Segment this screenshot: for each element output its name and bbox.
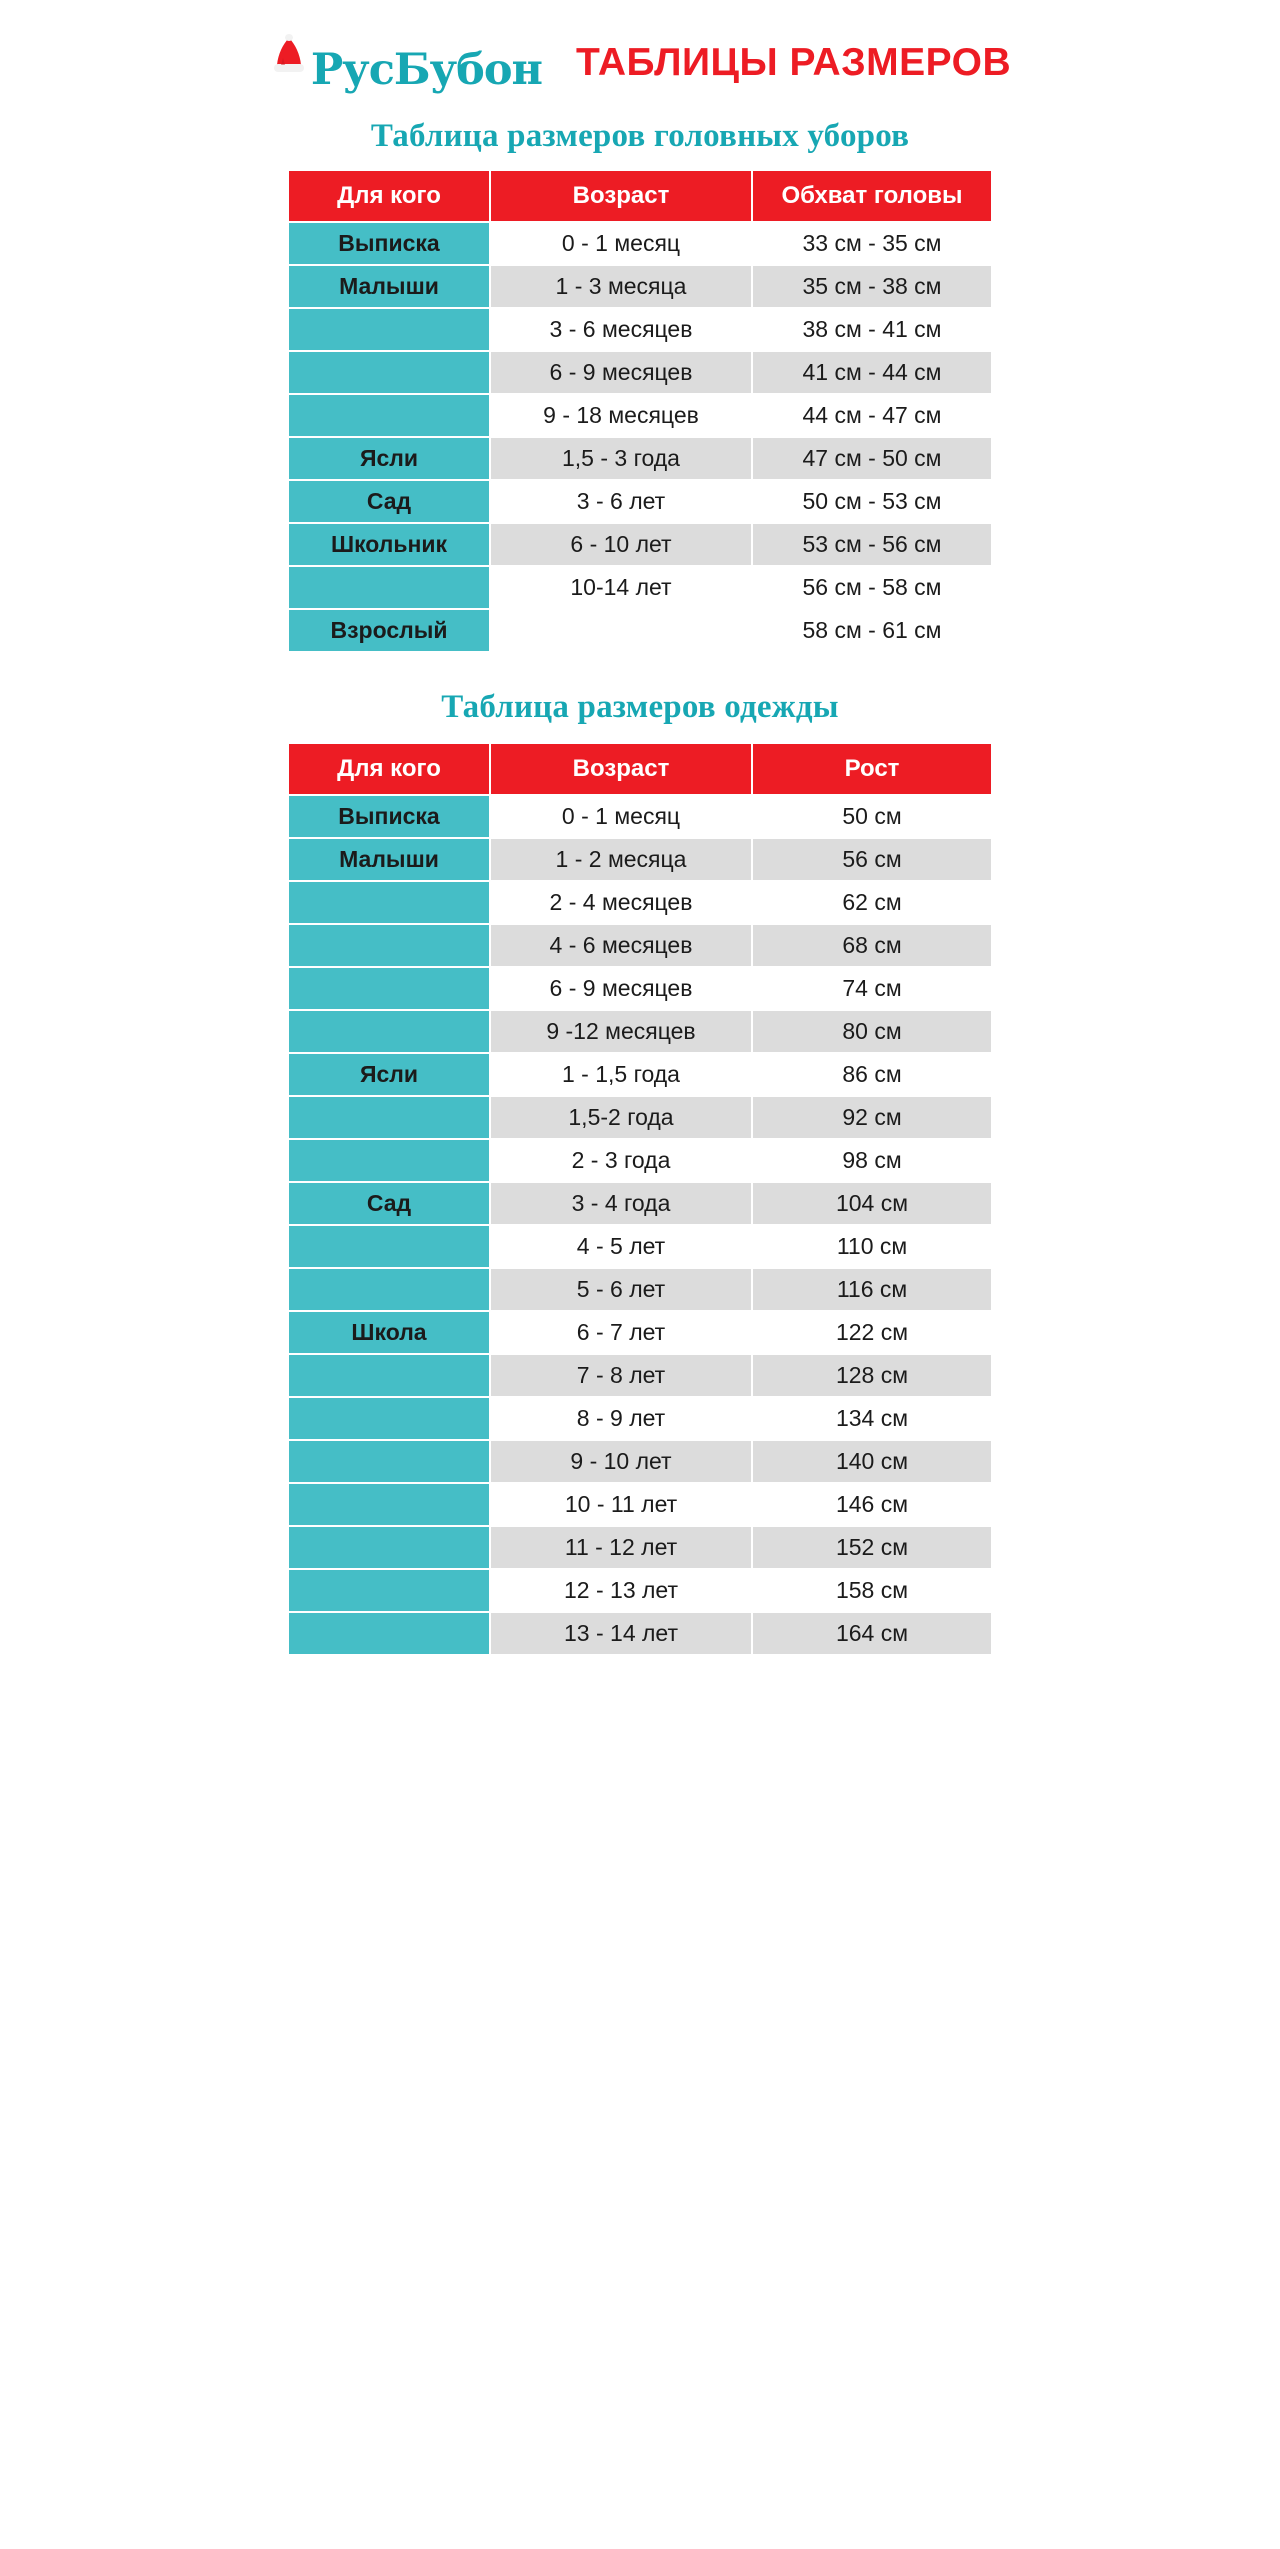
hats-row-value: 33 см - 35 см bbox=[752, 222, 992, 265]
clothes-row-who bbox=[288, 1440, 490, 1483]
clothes-row-value: 128 см bbox=[752, 1354, 992, 1397]
clothes-row-who bbox=[288, 967, 490, 1010]
hats-row-value: 58 см - 61 см bbox=[752, 609, 992, 652]
logo-text-bubon: Бубон bbox=[393, 45, 542, 95]
clothes-row-who bbox=[288, 1483, 490, 1526]
clothes-row-age: 10 - 11 лет bbox=[490, 1483, 752, 1526]
hats-row-who bbox=[288, 566, 490, 609]
clothes-row-age: 4 - 6 месяцев bbox=[490, 924, 752, 967]
clothes-row-age: 13 - 14 лет bbox=[490, 1612, 752, 1655]
clothes-row-who: Школа bbox=[288, 1311, 490, 1354]
clothes-row-age: 9 - 10 лет bbox=[490, 1440, 752, 1483]
clothes-header-row bbox=[288, 743, 992, 795]
clothes-row-value: 140 см bbox=[752, 1440, 992, 1483]
hats-row-who bbox=[288, 394, 490, 437]
clothes-row-age: 1,5-2 года bbox=[490, 1096, 752, 1139]
clothes-row-age: 12 - 13 лет bbox=[490, 1569, 752, 1612]
table-row bbox=[288, 1397, 992, 1440]
table-row bbox=[288, 1483, 992, 1526]
clothes-row-value: 92 см bbox=[752, 1096, 992, 1139]
clothes-row-age: 5 - 6 лет bbox=[490, 1268, 752, 1311]
hats-row-age: 0 - 1 месяц bbox=[490, 222, 752, 265]
hats-row-age bbox=[490, 609, 752, 652]
clothes-col-age: Возраст bbox=[490, 743, 752, 795]
hats-col-age: Возраст bbox=[490, 170, 752, 222]
clothes-row-who: Выписка bbox=[288, 795, 490, 838]
clothes-row-age: 6 - 7 лет bbox=[490, 1311, 752, 1354]
clothes-row-who bbox=[288, 1268, 490, 1311]
table-row bbox=[288, 1354, 992, 1397]
hats-row-who: Ясли bbox=[288, 437, 490, 480]
clothes-row-age: 8 - 9 лет bbox=[490, 1397, 752, 1440]
table-row bbox=[288, 1569, 992, 1612]
clothes-row-value: 134 см bbox=[752, 1397, 992, 1440]
hats-table-body bbox=[288, 222, 992, 652]
hats-row-value: 47 см - 50 см bbox=[752, 437, 992, 480]
clothes-row-who bbox=[288, 1612, 490, 1655]
hats-table-head bbox=[288, 170, 992, 222]
clothes-row-age: 2 - 4 месяцев bbox=[490, 881, 752, 924]
hats-col-value: Обхват головы bbox=[752, 170, 992, 222]
page-title: ТАБЛИЦЫ РАЗМЕРОВ bbox=[575, 40, 1012, 84]
clothes-row-age: 1 - 1,5 года bbox=[490, 1053, 752, 1096]
table-row bbox=[288, 1612, 992, 1655]
clothes-row-value: 110 см bbox=[752, 1225, 992, 1268]
table-row bbox=[288, 967, 992, 1010]
table-row bbox=[288, 795, 992, 838]
table-row bbox=[288, 308, 992, 351]
brand-logo bbox=[269, 34, 542, 95]
table-row bbox=[288, 394, 992, 437]
table-row bbox=[288, 1225, 992, 1268]
clothes-row-age: 0 - 1 месяц bbox=[490, 795, 752, 838]
clothes-row-who: Сад bbox=[288, 1182, 490, 1225]
table-row bbox=[288, 351, 992, 394]
table-row bbox=[288, 881, 992, 924]
hats-row-age: 10-14 лет bbox=[490, 566, 752, 609]
clothes-row-age: 2 - 3 года bbox=[490, 1139, 752, 1182]
clothes-row-who: Малыши bbox=[288, 838, 490, 881]
clothes-row-age: 7 - 8 лет bbox=[490, 1354, 752, 1397]
hats-row-who: Школьник bbox=[288, 523, 490, 566]
hats-row-age: 6 - 9 месяцев bbox=[490, 351, 752, 394]
table-row bbox=[288, 838, 992, 881]
table-row bbox=[288, 609, 992, 652]
hats-row-age: 3 - 6 месяцев bbox=[490, 308, 752, 351]
clothes-row-who bbox=[288, 1010, 490, 1053]
clothes-row-age: 9 -12 месяцев bbox=[490, 1010, 752, 1053]
clothes-row-age: 4 - 5 лет bbox=[490, 1225, 752, 1268]
hats-row-who: Сад bbox=[288, 480, 490, 523]
clothes-row-value: 98 см bbox=[752, 1139, 992, 1182]
clothes-table-head bbox=[288, 743, 992, 795]
hats-row-who bbox=[288, 308, 490, 351]
clothes-row-value: 164 см bbox=[752, 1612, 992, 1655]
clothes-col-value: Рост bbox=[752, 743, 992, 795]
table-row bbox=[288, 1526, 992, 1569]
brand-logo-text bbox=[310, 45, 542, 95]
clothes-row-who bbox=[288, 1225, 490, 1268]
hats-row-age: 1 - 3 месяца bbox=[490, 265, 752, 308]
table-row bbox=[288, 1096, 992, 1139]
clothes-row-who bbox=[288, 924, 490, 967]
hats-row-who bbox=[288, 351, 490, 394]
hats-col-who: Для кого bbox=[288, 170, 490, 222]
clothes-row-who bbox=[288, 1354, 490, 1397]
clothes-size-table bbox=[287, 742, 993, 1656]
hats-row-who: Малыши bbox=[288, 265, 490, 308]
hats-row-value: 35 см - 38 см bbox=[752, 265, 992, 308]
clothes-row-who: Ясли bbox=[288, 1053, 490, 1096]
hats-row-value: 53 см - 56 см bbox=[752, 523, 992, 566]
clothes-row-value: 68 см bbox=[752, 924, 992, 967]
clothes-row-value: 86 см bbox=[752, 1053, 992, 1096]
hats-row-age: 9 - 18 месяцев bbox=[490, 394, 752, 437]
table-row bbox=[288, 1268, 992, 1311]
clothes-row-value: 74 см bbox=[752, 967, 992, 1010]
hats-row-age: 3 - 6 лет bbox=[490, 480, 752, 523]
clothes-row-value: 146 см bbox=[752, 1483, 992, 1526]
clothes-row-value: 62 см bbox=[752, 881, 992, 924]
santa-hat-icon bbox=[269, 34, 309, 90]
clothes-row-age: 3 - 4 года bbox=[490, 1182, 752, 1225]
table-row bbox=[288, 1053, 992, 1096]
table-row bbox=[288, 1182, 992, 1225]
table-row bbox=[288, 437, 992, 480]
clothes-row-age: 6 - 9 месяцев bbox=[490, 967, 752, 1010]
table-row bbox=[288, 1440, 992, 1483]
hats-row-value: 41 см - 44 см bbox=[752, 351, 992, 394]
clothes-row-who bbox=[288, 1096, 490, 1139]
table-row bbox=[288, 1010, 992, 1053]
hats-header-row bbox=[288, 170, 992, 222]
table-row bbox=[288, 480, 992, 523]
table-row bbox=[288, 523, 992, 566]
clothes-row-value: 104 см bbox=[752, 1182, 992, 1225]
table-row bbox=[288, 924, 992, 967]
clothes-row-value: 50 см bbox=[752, 795, 992, 838]
hats-row-age: 6 - 10 лет bbox=[490, 523, 752, 566]
table-row bbox=[288, 222, 992, 265]
hats-size-table bbox=[287, 169, 993, 653]
clothes-row-who bbox=[288, 1139, 490, 1182]
logo-text-rus: Рус bbox=[310, 45, 394, 95]
hats-row-who: Выписка bbox=[288, 222, 490, 265]
hats-row-who: Взрослый bbox=[288, 609, 490, 652]
clothes-table-title: Таблица размеров одежды bbox=[441, 689, 839, 725]
hats-row-value: 44 см - 47 см bbox=[752, 394, 992, 437]
clothes-row-who bbox=[288, 881, 490, 924]
clothes-row-value: 116 см bbox=[752, 1268, 992, 1311]
clothes-row-value: 152 см bbox=[752, 1526, 992, 1569]
clothes-row-who bbox=[288, 1397, 490, 1440]
clothes-row-who bbox=[288, 1526, 490, 1569]
table-row bbox=[288, 1139, 992, 1182]
table-row bbox=[288, 1311, 992, 1354]
clothes-row-age: 11 - 12 лет bbox=[490, 1526, 752, 1569]
clothes-col-who: Для кого bbox=[288, 743, 490, 795]
hats-row-age: 1,5 - 3 года bbox=[490, 437, 752, 480]
hats-table-title: Таблица размеров головных уборов bbox=[370, 118, 910, 154]
hats-row-value: 56 см - 58 см bbox=[752, 566, 992, 609]
page-header bbox=[0, 34, 1280, 96]
table-row bbox=[288, 566, 992, 609]
table-row bbox=[288, 265, 992, 308]
clothes-row-value: 80 см bbox=[752, 1010, 992, 1053]
clothes-table-body bbox=[288, 795, 992, 1655]
clothes-row-value: 122 см bbox=[752, 1311, 992, 1354]
clothes-row-value: 56 см bbox=[752, 838, 992, 881]
clothes-row-age: 1 - 2 месяца bbox=[490, 838, 752, 881]
hats-row-value: 50 см - 53 см bbox=[752, 480, 992, 523]
clothes-row-value: 158 см bbox=[752, 1569, 992, 1612]
hats-row-value: 38 см - 41 см bbox=[752, 308, 992, 351]
clothes-row-who bbox=[288, 1569, 490, 1612]
